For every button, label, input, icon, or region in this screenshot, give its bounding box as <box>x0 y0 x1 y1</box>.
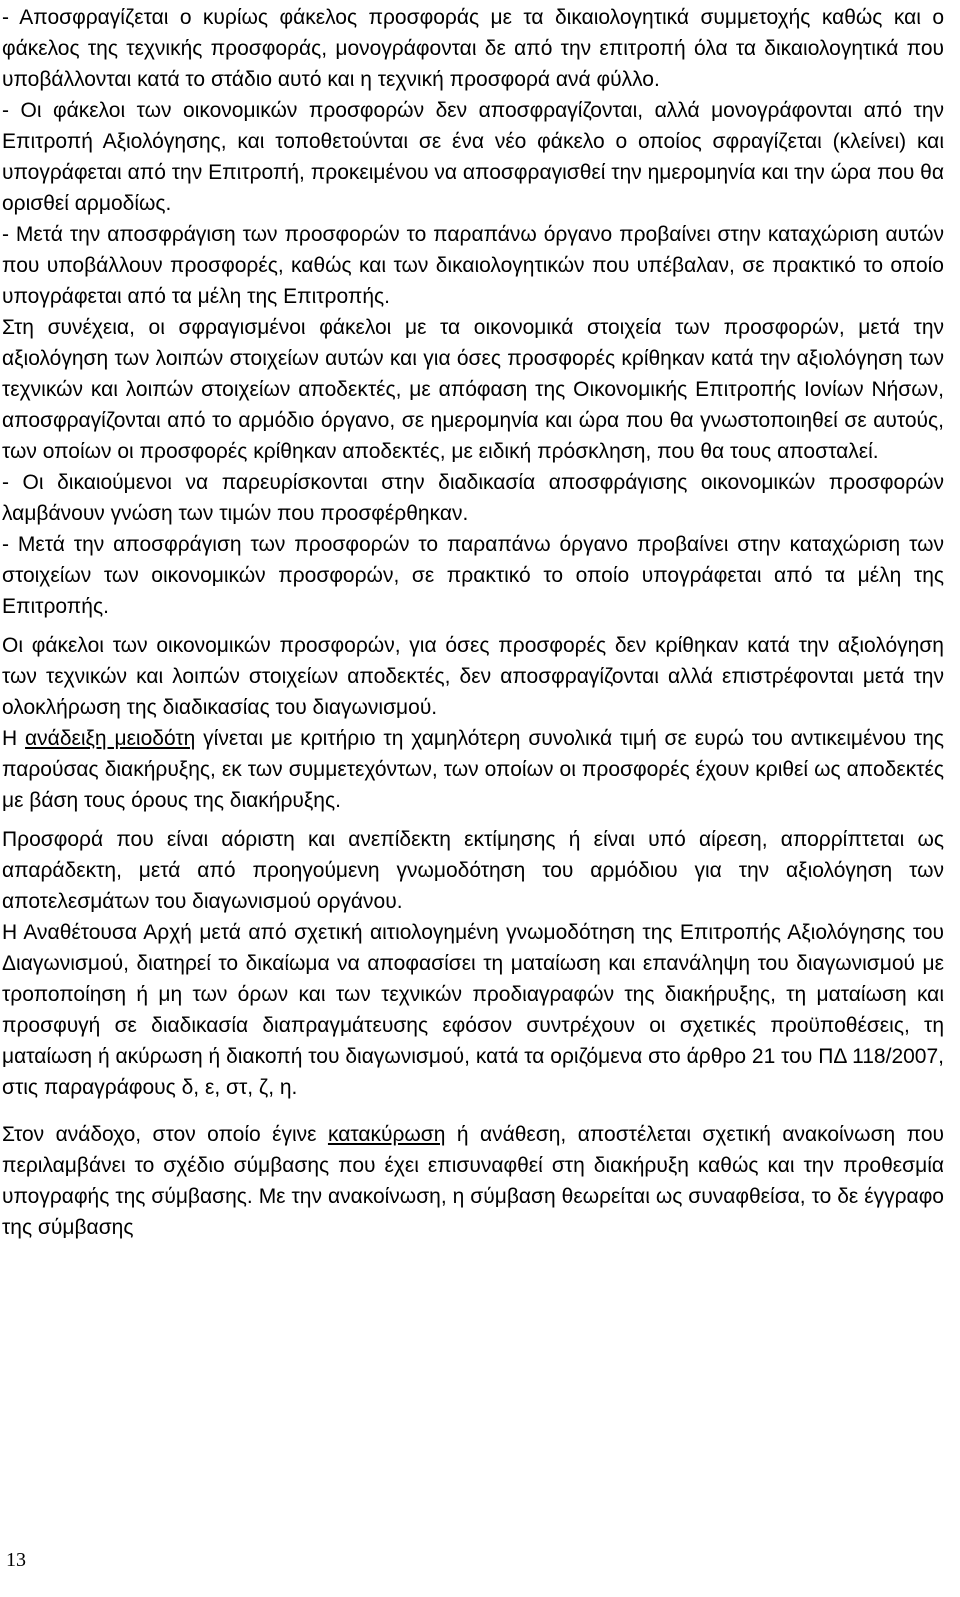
paragraph-lowest-bidder <box>2 723 944 816</box>
paragraph-attendees-informed: - Οι δικαιούμενοι να παρευρίσκονται στην διαδικασία αποσφράγισης οικονομικών προσφορών λαμβάνουν γνώση των τιμών που προσφέρθηκαν. <box>2 471 944 525</box>
award-underlined-term: ανάδειξη μειοδότη <box>25 727 196 750</box>
paragraph-main-envelope: - Αποσφραγίζεται ο κυρίως φάκελος προσφοράς με τα δικαιολογητικά συμμετοχής καθώς και ο φάκελος της τεχνικής προσφοράς, μονογράφονται δε από την επιτροπή όλα τα δικαιολογητικά που υποβάλλονται κατά το στάδιο αυτό και η τεχνική προσφορά ανά φύλλο. <box>2 6 944 91</box>
paragraph-financial-envelopes-sealed: - Οι φάκελοι των οικονομικών προσφορών δεν αποσφραγίζονται, αλλά μονογράφονται από την Επιτροπή Αξιολόγησης, και τοποθετούνται σε ένα νέο φάκελο ο οποίος σφραγίζεται (κλείνει) και υπογράφεται από την Επιτροπή, προκειμένου να αποσφραγισθεί την ημερομηνία και την ώρα που θα ορισθεί αρμοδίως. <box>2 99 944 215</box>
paragraph-contracting-authority-rights: Η Αναθέτουσα Αρχή μετά από σχετική αιτιολογημένη γνωμοδότηση της Επιτροπής Αξιολόγησης του Διαγωνισμού, διατηρεί το δικαίωμα να αποφασίσει τη ματαίωση και επανάληψη του διαγωνισμού με τροποποίηση ή μη των όρων και των τεχνικών προδιαγραφών της διακήρυξης, τη ματαίωση και προσφυγή σε διαδικασία διαπραγμάτευσης εφόσον συντρέχουν οι σχετικές προϋποθέσεις, τη ματαίωση ή ακύρωση ή διακοπή του διαγωνισμού, κατά τα οριζόμενα στο άρθρο 21 του ΠΔ 118/2007, στις παραγράφους δ, ε, στ, ζ, η. <box>2 921 944 1099</box>
contractor-underlined-term: κατακύρωση <box>327 1123 446 1146</box>
paragraph-financial-unsealing: Στη συνέχεια, οι σφραγισμένοι φάκελοι με τα οικονομικά στοιχεία των προσφορών, μετά την αξιολόγηση των λοιπών στοιχείων αυτών και για όσες προσφορές κρίθηκαν κατά την αξιολόγηση των τεχνικών και λοιπών στοιχείων αποδεκτές, με απόφαση της Οικονομικής Επιτροπής Ιονίων Νήσων, αποσφραγίζονται από το αρμόδιο όργανο, σε ημερομηνία και ώρα που θα γνωστοποιηθεί σε αυτούς, των οποίων οι προσφορές κρίθηκαν αποδεκτές, με ειδική πρόσκληση, που θα τους αποσταλεί. <box>2 316 944 463</box>
award-suffix: γίνεται με κριτήριο τη χαμηλότερη συνολικά τιμή σε ευρώ του αντικειμένου της παρούσας διακήρυξης, εκ των συμμετεχόντων, των οποίων οι προσφορές έχουν κριθεί ως αποδεκτές με βάση τους όρους της διακήρυξης. <box>2 727 945 812</box>
paragraph-registration-of-financial-data: - Μετά την αποσφράγιση των προσφορών το παραπάνω όργανο προβαίνει στην καταχώριση των στοιχείων των οικονομικών προσφορών, σε πρακτικό το οποίο υπογράφεται από τα μέλη της Επιτροπής. <box>2 533 944 618</box>
award-prefix: Η <box>2 727 26 750</box>
paragraph-registration-of-bidders: - Μετά την αποσφράγιση των προσφορών το παραπάνω όργανο προβαίνει στην καταχώριση αυτών που υποβάλλουν προσφορές, καθώς και των δικαιολογητικών που υπέβαλαν, σε πρακτικό το οποίο υπογράφεται από τα μέλη της Επιτροπής. <box>2 223 944 308</box>
page-number: 13 <box>6 1549 26 1571</box>
paragraph-rejected-envelopes-returned: Οι φάκελοι των οικονομικών προσφορών, για όσες προσφορές δεν κρίθηκαν κατά την αξιολόγηση των τεχνικών και λοιπών στοιχείων αποδεκτές, δεν αποσφραγίζονται αλλά επιστρέφονται μετά την ολοκλήρωση της διαδικασίας του διαγωνισμού. <box>2 634 944 719</box>
paragraph-vague-offer-rejected: Προσφορά που είναι αόριστη και ανεπίδεκτη εκτίμησης ή είναι υπό αίρεση, απορρίπτεται ως απαράδεκτη, μετά από προηγούμενη γνωμοδότηση του αρμόδιου για την αξιολόγηση των αποτελεσμάτων του διαγωνισμού οργάνου. <box>2 828 944 913</box>
contractor-suffix: ή ανάθεση, αποστέλεται σχετική ανακοίνωση που περιλαμβάνει το σχέδιο σύμβασης που έχει επισυναφθεί στη διακήρυξη καθώς και την προθεσμία υπογραφής της σύμβασης. Με την ανακοίνωση, η σύμβαση θεωρείται ως συναφθείσα, το δε έγγραφο της σύμβασης <box>2 1123 944 1239</box>
contractor-prefix: Στον ανάδοχο, στον οποίο έγινε <box>2 1123 328 1146</box>
paragraph-contractor-notification <box>2 1119 944 1243</box>
